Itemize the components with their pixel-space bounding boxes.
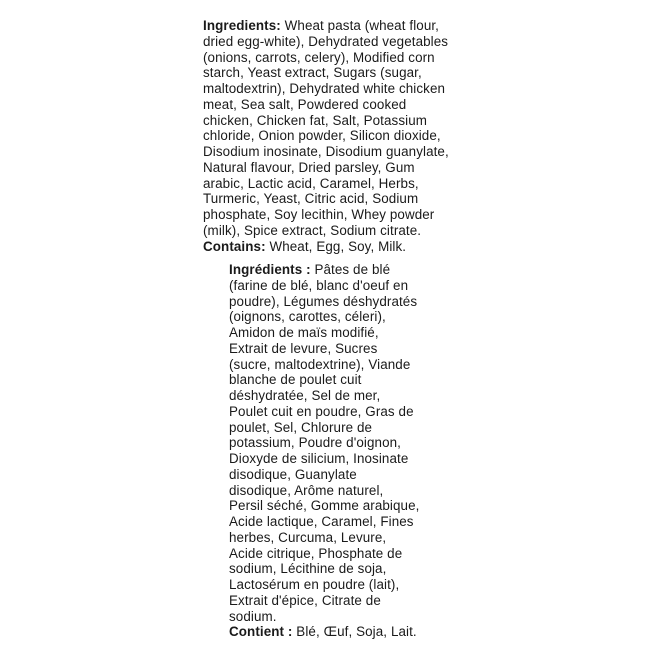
ingredients-first-line-rest-en: Wheat pasta (wheat flour, [280, 18, 440, 33]
ingredients-lines-en [203, 34, 449, 239]
ingredients-block-english [203, 18, 449, 254]
ingredient-text-line: herbes, Curcuma, Levure, [229, 529, 387, 545]
ingredient-text-line: poudre), Légumes déshydratés [229, 293, 418, 309]
ingredient-text-line: Lactosérum en poudre (lait), [229, 577, 400, 592]
ingredient-text-line: Acide citrique, Phosphate de [229, 545, 403, 561]
ingredient-text-line: potassium, Poudre d'oignon, [229, 435, 402, 451]
ingredient-text-line: Disodium inosinate, Disodium guanylate, [203, 144, 449, 159]
ingredient-text-line: phosphate, Soy lecithin, Whey powder [203, 207, 435, 222]
contains-rest-fr: Blé, Œuf, Soja, Lait. [292, 624, 417, 640]
ingredient-text-line: Acide lactique, Caramel, Fines [229, 514, 414, 529]
ingredient-text-line: (onions, carrots, celery), Modified corn [203, 49, 435, 65]
ingredient-text-line: (farine de blé, blanc d'oeuf en [229, 277, 409, 293]
contains-label-en: Contains: [203, 238, 266, 254]
ingredient-text-line: Poulet cuit en poudre, Gras de [229, 403, 414, 419]
ingredient-text-line: (milk), Spice extract, Sodium citrate. [203, 222, 422, 238]
contains-label-fr: Contient : [229, 624, 293, 640]
ingredient-text-line: (oignons, carottes, céleri), [229, 309, 386, 325]
ingredient-text-line: chloride, Onion powder, Silicon dioxide, [203, 128, 441, 144]
ingredients-first-line-rest-fr: Pâtes de blé [310, 262, 391, 277]
contains-line-fr [229, 624, 419, 640]
ingredients-lines-fr [229, 278, 419, 625]
ingredient-text-line: arabic, Lactic acid, Caramel, Herbs, [203, 175, 419, 191]
ingredient-text-line: disodique, Arôme naturel, [229, 482, 384, 498]
ingredient-text-line: Turmeric, Yeast, Citric acid, Sodium [203, 191, 419, 207]
ingredients-label-fr: Ingrédients : [229, 262, 311, 277]
ingredient-text-line: sodium. [229, 608, 277, 624]
ingredient-text-line: sodium, Lécithine de soja, [229, 561, 387, 577]
contains-line-en [203, 239, 449, 255]
contains-rest-en: Wheat, Egg, Soy, Milk. [265, 238, 407, 254]
ingredient-text-line: meat, Sea salt, Powdered cooked [203, 96, 407, 112]
ingredient-text-line: Persil séché, Gomme arabique, [229, 498, 420, 514]
ingredient-text-line: (sucre, maltodextrine), Viande [229, 356, 411, 372]
ingredient-text-line: starch, Yeast extract, Sugars (sugar, [203, 65, 422, 81]
ingredient-text-line: poulet, Sel, Chlorure de [229, 419, 373, 435]
ingredient-text-line: chicken, Chicken fat, Salt, Potassium [203, 112, 427, 128]
ingredients-first-line-en [203, 18, 449, 34]
ingredient-text-line: dried egg-white), Dehydrated vegetables [203, 33, 449, 49]
ingredient-text-line: Amidon de maïs modifié, [229, 325, 379, 340]
ingredient-text-line: déshydratée, Sel de mer, [229, 388, 381, 403]
ingredient-text-line: disodique, Guanylate [229, 466, 357, 482]
ingredient-text-line: maltodextrin), Dehydrated white chicken [203, 81, 446, 96]
ingredients-label-en: Ingredients: [203, 18, 281, 33]
ingredient-text-line: Dioxyde de silicium, Inosinate [229, 451, 409, 466]
ingredients-first-line-fr [229, 262, 419, 278]
ingredient-text-line: Extrait d'épice, Citrate de [229, 592, 381, 608]
ingredient-text-line: blanche de poulet cuit [229, 372, 362, 388]
ingredient-text-line: Extrait de levure, Sucres [229, 340, 378, 356]
ingredients-block-french [229, 262, 419, 640]
ingredient-text-line: Natural flavour, Dried parsley, Gum [203, 159, 415, 175]
